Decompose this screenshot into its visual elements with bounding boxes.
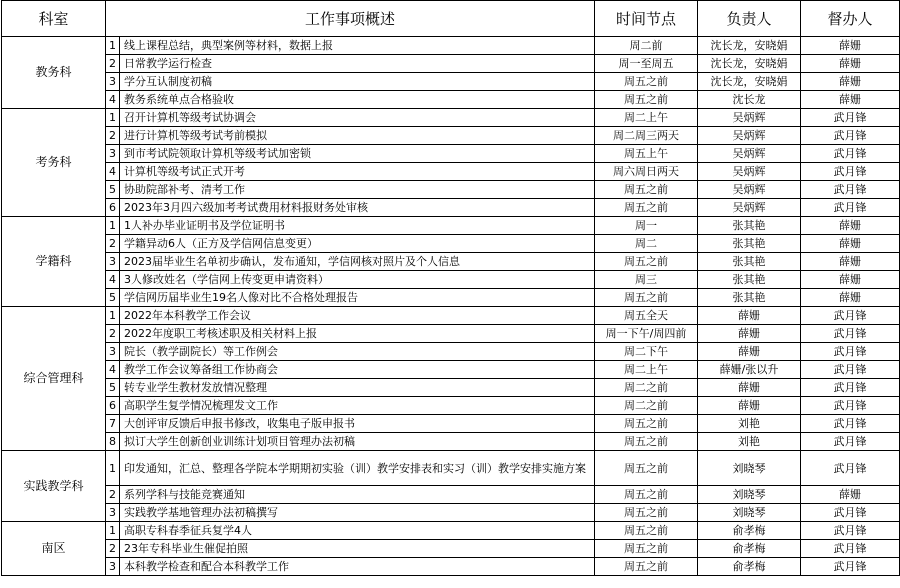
time-cell: 周一下午/周四前	[595, 325, 698, 343]
supervisor-cell: 薛姗	[801, 253, 900, 271]
owner-cell: 张其艳	[698, 271, 801, 289]
supervisor-cell: 武月锋	[801, 379, 900, 397]
supervisor-cell: 武月锋	[801, 199, 900, 217]
table-row	[2, 217, 900, 235]
task-cell: 2022年度职工考核述职及相关材料上报	[120, 325, 595, 343]
task-cell: 23年专科毕业生催促拍照	[120, 540, 595, 558]
time-cell: 周五之前	[595, 91, 698, 109]
supervisor-cell: 武月锋	[801, 558, 900, 576]
task-cell: 1人补办毕业证明书及学位证明书	[120, 217, 595, 235]
owner-cell: 薛姗	[698, 307, 801, 325]
table-row	[2, 379, 900, 397]
supervisor-cell: 武月锋	[801, 163, 900, 181]
task-cell: 2023年3月四六级加考考试费用材料报财务处审核	[120, 199, 595, 217]
row-number: 2	[106, 486, 120, 504]
owner-cell: 沈长龙，安晓娟	[698, 37, 801, 55]
time-cell: 周五之前	[595, 486, 698, 504]
owner-cell: 吴炳辉	[698, 109, 801, 127]
task-cell: 高职学生复学情况梳理发文工作	[120, 397, 595, 415]
task-cell: 2023届毕业生名单初步确认，发布通知，学信网核对照片及个人信息	[120, 253, 595, 271]
owner-cell: 刘晓琴	[698, 486, 801, 504]
time-cell: 周五全天	[595, 307, 698, 325]
task-cell: 教务系统单点合格验收	[120, 91, 595, 109]
time-cell: 周二上午	[595, 109, 698, 127]
row-number: 4	[106, 361, 120, 379]
owner-cell: 吴炳辉	[698, 145, 801, 163]
table-row	[2, 361, 900, 379]
supervisor-cell: 武月锋	[801, 433, 900, 451]
time-cell: 周二之前	[595, 379, 698, 397]
supervisor-cell: 武月锋	[801, 504, 900, 522]
supervisor-cell: 薛姗	[801, 73, 900, 91]
time-cell: 周五之前	[595, 253, 698, 271]
task-cell: 计算机等级考试正式开考	[120, 163, 595, 181]
owner-cell: 俞孝梅	[698, 558, 801, 576]
task-cell: 本科教学检查和配合本科教学工作	[120, 558, 595, 576]
task-cell: 系列学科与技能竞赛通知	[120, 486, 595, 504]
time-cell: 周二周三两天	[595, 127, 698, 145]
row-number: 1	[106, 109, 120, 127]
time-cell: 周五之前	[595, 451, 698, 486]
row-number: 3	[106, 253, 120, 271]
table-row	[2, 415, 900, 433]
time-cell: 周六周日两天	[595, 163, 698, 181]
table-row	[2, 145, 900, 163]
header-supervisor: 督办人	[801, 1, 900, 37]
table-row	[2, 504, 900, 522]
row-number: 1	[106, 37, 120, 55]
time-cell: 周五之前	[595, 433, 698, 451]
supervisor-cell: 武月锋	[801, 361, 900, 379]
time-cell: 周五之前	[595, 289, 698, 307]
supervisor-cell: 薛姗	[801, 235, 900, 253]
row-number: 4	[106, 163, 120, 181]
supervisor-cell: 武月锋	[801, 307, 900, 325]
table-row	[2, 55, 900, 73]
owner-cell: 张其艳	[698, 217, 801, 235]
task-cell: 召开计算机等级考试协调会	[120, 109, 595, 127]
task-cell: 进行计算机等级考试考前模拟	[120, 127, 595, 145]
table-row	[2, 253, 900, 271]
row-number: 8	[106, 433, 120, 451]
time-cell: 周五之前	[595, 558, 698, 576]
owner-cell: 俞孝梅	[698, 522, 801, 540]
task-cell: 学信网历届毕业生19名人像对比不合格处理报告	[120, 289, 595, 307]
supervisor-cell: 武月锋	[801, 109, 900, 127]
owner-cell: 张其艳	[698, 253, 801, 271]
header-dept: 科室	[2, 1, 106, 37]
row-number: 4	[106, 271, 120, 289]
row-number: 5	[106, 379, 120, 397]
owner-cell: 薛姗	[698, 397, 801, 415]
row-number: 7	[106, 415, 120, 433]
row-number: 1	[106, 522, 120, 540]
task-cell: 学分互认制度初稿	[120, 73, 595, 91]
row-number: 5	[106, 181, 120, 199]
work-schedule-table	[1, 0, 900, 576]
task-cell: 3人修改姓名（学信网上传变更申请资料）	[120, 271, 595, 289]
row-number: 4	[106, 91, 120, 109]
table-row	[2, 522, 900, 540]
table-row	[2, 199, 900, 217]
owner-cell: 刘晓琴	[698, 504, 801, 522]
row-number: 3	[106, 504, 120, 522]
owner-cell: 薛姗	[698, 325, 801, 343]
table-row	[2, 451, 900, 486]
dept-cell: 考务科	[2, 109, 106, 217]
supervisor-cell: 薛姗	[801, 37, 900, 55]
time-cell: 周二	[595, 235, 698, 253]
table-row	[2, 540, 900, 558]
task-cell: 线上课程总结，典型案例等材料，数据上报	[120, 37, 595, 55]
table-row	[2, 325, 900, 343]
time-cell: 周二之前	[595, 397, 698, 415]
table-row	[2, 433, 900, 451]
row-number: 2	[106, 325, 120, 343]
task-cell: 2022年本科教学工作会议	[120, 307, 595, 325]
row-number: 2	[106, 540, 120, 558]
time-cell: 周五之前	[595, 504, 698, 522]
supervisor-cell: 薛姗	[801, 271, 900, 289]
owner-cell: 吴炳辉	[698, 199, 801, 217]
time-cell: 周五之前	[595, 199, 698, 217]
time-cell: 周一至周五	[595, 55, 698, 73]
time-cell: 周五之前	[595, 522, 698, 540]
owner-cell: 吴炳辉	[698, 181, 801, 199]
time-cell: 周五之前	[595, 73, 698, 91]
table-row	[2, 181, 900, 199]
table-row	[2, 289, 900, 307]
owner-cell: 沈长龙，安晓娟	[698, 73, 801, 91]
table-body	[2, 37, 900, 576]
row-number: 2	[106, 55, 120, 73]
dept-cell: 学籍科	[2, 217, 106, 307]
owner-cell: 薛姗/张以升	[698, 361, 801, 379]
supervisor-cell: 薛姗	[801, 55, 900, 73]
header-owner: 负责人	[698, 1, 801, 37]
supervisor-cell: 武月锋	[801, 343, 900, 361]
table-row	[2, 73, 900, 91]
supervisor-cell: 武月锋	[801, 325, 900, 343]
supervisor-cell: 薛姗	[801, 289, 900, 307]
task-cell: 学籍异动6人（正方及学信网信息变更）	[120, 235, 595, 253]
table-row	[2, 558, 900, 576]
row-number: 6	[106, 199, 120, 217]
table-row	[2, 127, 900, 145]
supervisor-cell: 武月锋	[801, 181, 900, 199]
task-cell: 协助院部补考、清考工作	[120, 181, 595, 199]
row-number: 1	[106, 217, 120, 235]
supervisor-cell: 薛姗	[801, 486, 900, 504]
task-cell: 实践教学基地管理办法初稿撰写	[120, 504, 595, 522]
table-row	[2, 343, 900, 361]
owner-cell: 薛姗	[698, 343, 801, 361]
time-cell: 周一	[595, 217, 698, 235]
dept-cell: 综合管理科	[2, 307, 106, 451]
table-row	[2, 37, 900, 55]
supervisor-cell: 薛姗	[801, 217, 900, 235]
table-row	[2, 235, 900, 253]
owner-cell: 刘艳	[698, 433, 801, 451]
row-number: 5	[106, 289, 120, 307]
dept-cell: 教务科	[2, 37, 106, 109]
task-cell: 院长（教学副院长）等工作例会	[120, 343, 595, 361]
owner-cell: 沈长龙，安晓娟	[698, 55, 801, 73]
owner-cell: 刘晓琴	[698, 451, 801, 486]
supervisor-cell: 武月锋	[801, 145, 900, 163]
table-row	[2, 163, 900, 181]
time-cell: 周三	[595, 271, 698, 289]
supervisor-cell: 武月锋	[801, 415, 900, 433]
time-cell: 周五之前	[595, 540, 698, 558]
row-number: 6	[106, 397, 120, 415]
header-task: 工作事项概述	[106, 1, 595, 37]
dept-cell: 实践教学科	[2, 451, 106, 522]
task-cell: 转专业学生教材发放情况整理	[120, 379, 595, 397]
supervisor-cell: 武月锋	[801, 127, 900, 145]
owner-cell: 吴炳辉	[698, 163, 801, 181]
row-number: 2	[106, 235, 120, 253]
owner-cell: 沈长龙	[698, 91, 801, 109]
table-row	[2, 397, 900, 415]
supervisor-cell: 薛姗	[801, 91, 900, 109]
supervisor-cell: 武月锋	[801, 522, 900, 540]
task-cell: 高职专科春季征兵复学4人	[120, 522, 595, 540]
task-cell: 教学工作会议筹备组工作协商会	[120, 361, 595, 379]
task-cell: 大创评审反馈后申报书修改，收集电子版申报书	[120, 415, 595, 433]
row-number: 1	[106, 451, 120, 486]
task-cell: 日常教学运行检查	[120, 55, 595, 73]
supervisor-cell: 武月锋	[801, 451, 900, 486]
row-number: 3	[106, 145, 120, 163]
owner-cell: 薛姗	[698, 379, 801, 397]
table-row	[2, 91, 900, 109]
row-number: 2	[106, 127, 120, 145]
supervisor-cell: 武月锋	[801, 397, 900, 415]
task-cell: 到市考试院领取计算机等级考试加密锁	[120, 145, 595, 163]
supervisor-cell: 武月锋	[801, 540, 900, 558]
owner-cell: 吴炳辉	[698, 127, 801, 145]
row-number: 3	[106, 558, 120, 576]
row-number: 3	[106, 73, 120, 91]
time-cell: 周二上午	[595, 361, 698, 379]
table-row	[2, 486, 900, 504]
time-cell: 周五上午	[595, 145, 698, 163]
table-row	[2, 109, 900, 127]
owner-cell: 张其艳	[698, 235, 801, 253]
table-row	[2, 271, 900, 289]
time-cell: 周二前	[595, 37, 698, 55]
time-cell: 周五之前	[595, 181, 698, 199]
dept-cell: 南区	[2, 522, 106, 576]
owner-cell: 张其艳	[698, 289, 801, 307]
time-cell: 周五之前	[595, 415, 698, 433]
table-header-row	[2, 1, 900, 37]
time-cell: 周二下午	[595, 343, 698, 361]
header-time: 时间节点	[595, 1, 698, 37]
task-cell: 拟订大学生创新创业训练计划项目管理办法初稿	[120, 433, 595, 451]
task-cell: 印发通知，汇总、整理各学院本学期期初实验（训）教学安排表和实习（训）教学安排实施方案	[120, 451, 595, 486]
owner-cell: 刘艳	[698, 415, 801, 433]
row-number: 1	[106, 307, 120, 325]
table-row	[2, 307, 900, 325]
owner-cell: 俞孝梅	[698, 540, 801, 558]
row-number: 3	[106, 343, 120, 361]
